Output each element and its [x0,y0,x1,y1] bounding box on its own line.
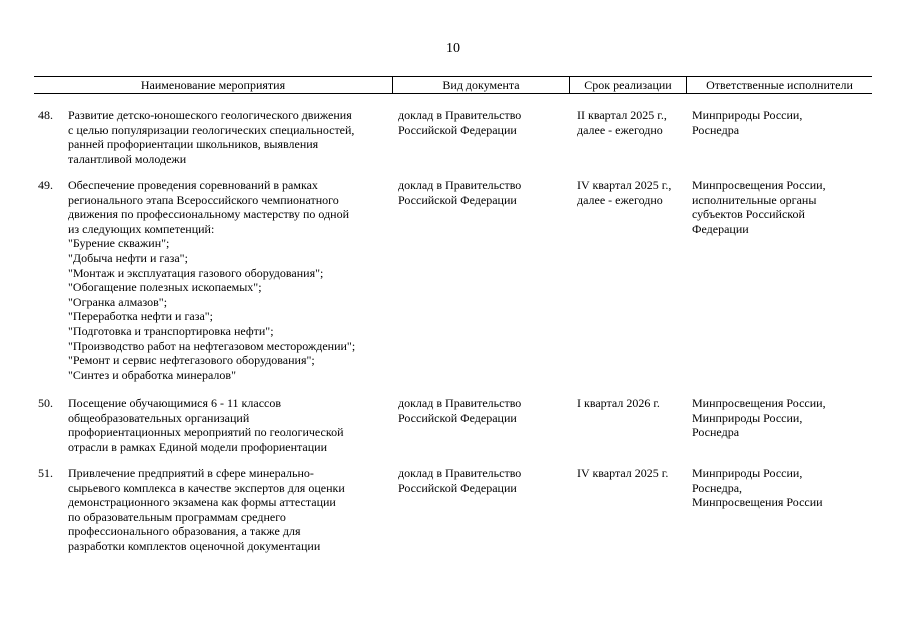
row-deadline: IV квартал 2025 г. [577,466,669,480]
row-name: Посещение обучающимися 6 - 11 классов общеобразовательных организаций профориентационных мероприятий по геологической отрасли в рамках Единой модели профориентации [68,396,344,454]
row-name: Развитие детско-юношеского геологического движения с целью популяризации геологических специальностей, ранней профориентации школьников, выявления талантливой молодежи [68,108,355,166]
row-name: Обеспечение проведения соревнований в рамках регионального этапа Всероссийского чемпионатного движения по профессиональному мастерству по одной из следующих компетенций: "Бурение скважин"; "Добыча нефти и газа"; "Монтаж и эксплуатация газового оборудования"; "Обогащение полезных ископаемых"; "Огранка алмазов"; "Переработка нефти и газа"; "Подготовка и транспортировка нефти"; "Производство работ на нефтегазовом месторождении"; "Ремонт и сервис нефтегазового оборудования"; "Синтез и обработка минералов" [68,178,356,382]
row-number: 49. [38,178,53,192]
row-name: Привлечение предприятий в сфере минерально- сырьевого комплекса в качестве экспертов для оценки демонстрационного экзамена как формы аттестации по образовательным программам среднего профессионального образования, а также для разработки комплектов оценочной документации [68,466,345,553]
row-doc-type: доклад в Правительство Российской Федерации [398,466,522,495]
row-number: 50. [38,396,53,410]
row-executors: Минприроды России, Роснедра, Минпросвещения России [692,466,823,510]
row-number: 51. [38,466,53,480]
row-executors: Минпросвещения России, исполнительные органы субъектов Российской Федерации [692,178,826,236]
header-doc-type: Вид документа [442,78,520,92]
header-name: Наименование мероприятия [140,78,286,92]
row-deadline: IV квартал 2025 г., далее - ежегодно [577,178,672,207]
row-executors: Минпросвещения России, Минприроды России, Роснедра [692,396,826,440]
row-executors: Минприроды России, Роснедра [692,108,803,137]
header-deadline: Срок реализации [584,78,672,92]
row-number: 48. [38,108,53,122]
row-deadline: II квартал 2025 г., далее - ежегодно [577,108,667,137]
table-header [34,76,872,94]
row-doc-type: доклад в Правительство Российской Федерации [398,396,522,425]
row-deadline: I квартал 2026 г. [577,396,660,410]
page-number: 10 [446,41,460,56]
header-executors: Ответственные исполнители [706,78,853,92]
row-doc-type: доклад в Правительство Российской Федерации [398,108,522,137]
row-doc-type: доклад в Правительство Российской Федерации [398,178,522,207]
